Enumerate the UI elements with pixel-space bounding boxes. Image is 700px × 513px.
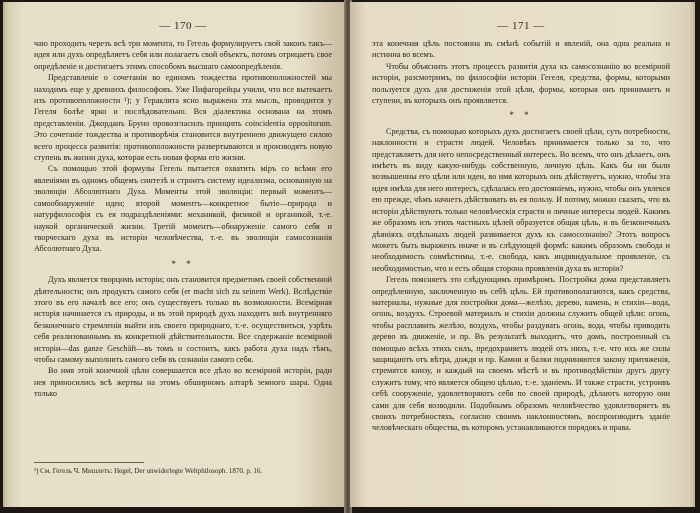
section-separator: * * — [509, 110, 533, 121]
page-body — [34, 38, 332, 400]
footnote-text: ¹) См. Гегель Ч. Мишлетъ: Hegel, Der unwiderlegte Weltphilosoph. 1870. p. 16. — [34, 467, 263, 475]
left-page — [8, 2, 346, 507]
paragraph: Средства, съ помощью которыхъ духъ достигаетъ своей цѣли, суть потребности, наклонности и страсти людей. Человѣкъ принимается только за то, что представляетъ для него непосредственный интересъ. Во всемъ, что онъ дѣлаетъ, онъ имѣетъ въ виду какую-нибудь собственную, личную цѣль. Какъ бы ни были возвышенны его цѣли или идеи, во имя которыхъ онъ дѣйствуетъ, нужно, чтобы эта идея имѣла для него интересъ, сдѣлалась его достояніемъ, нужно, чтобы онъ увлекся ею прежде, чѣмъ начнетъ дѣйствовать въ ея пользу. И потому, можно сказать, что въ исторіи дѣйствуютъ только человѣческія страсти и личные интересы людей. Какимъ же образомъ изъ этихъ частныхъ цѣлей образуется общая цѣль, и въ безконечныхъ дѣяніяхъ отдѣльныхъ людей развивается духъ къ самосознанію? Этотъ вопросъ можетъ быть выраженъ иначе и въ слѣдующей формѣ: какимъ образомъ свобода и необходимость совмѣстимы, т.-е. свобода, какъ индивидуальное проявленіе, съ необходимостью, что и есть общая сторона проявленія духа въ исторіи? — [372, 126, 670, 273]
paragraph: Во имя этой конечной цѣли совершается все дѣло во всемірной исторіи, ради нея приносились всѣ жертвы на этомъ обширномъ алтарѣ земного шара. Одна только — [34, 366, 332, 399]
page-body — [372, 38, 670, 434]
paragraph: Чтобы объяснить этотъ процессъ развитія духа къ самосознанію во всемірной исторіи, разсмотримъ, по философіи исторіи Гегеля, средства, формы, которыми пользуется духъ для достиженія этой цѣли, формы, которыя онъ принимаетъ и ступени, въ которыхъ онъ проявляется. — [372, 61, 670, 106]
page-number: — 171 — — [497, 20, 545, 32]
footnote — [34, 462, 263, 477]
paragraph: Гегель поясняетъ это слѣдующимъ примѣромъ. Постройка дома представляетъ опредѣленную, заключенную въ себѣ цѣль. Ей противополагаются, какъ средства, материалы, нужные для постройки дома—желѣзо, дерево, камень, и стихіи—вода, огонь, воздухъ. Строевой материалъ и стихіи должны служить общей цѣли: огонь, чтобы расплавить желѣзо, воздухъ, чтобы раздувать огонь, вода, чтобы приводить дерево въ движеніе, и пр. Въ результатѣ выходитъ, что домъ, построенный съ помощью всѣхъ этихъ силъ, предохраняетъ людей отъ нихъ, т.-е. что ихъ же силы защищаютъ отъ вѣтра, дождя и пр. Камни и балки подчиняются закону притяженія, стремятся книзу, и каждый на своемъ мѣстѣ и въ противодѣйствіи другъ другу служитъ тому, что является общею цѣлью, т.-е. зданіемъ. И также страсти, устроивъ себѣ сооруженіе, удовлетворяютъ себя по своей природѣ, дѣлаютъ которую они сами для себя возводили. Подобнымъ образомъ человѣчество удовлетворяетъ въ своихъ потребностяхъ, согласно своимъ наклонностямъ, воспроизводитъ зданіе человѣческаго общества, въ которомъ устанавливаются порядокъ и права. — [372, 275, 670, 433]
paragraph: Духъ является творцомъ исторіи; онъ становится предметомъ своей собственной дѣятельности; онъ продуктъ самого себя (er macht sich zu seinem Werk). Вслѣдствіе этого въ его началѣ все его; онъ существуетъ только въ возможности. Всемірная исторія начинается съ природы, и въ этой природѣ духъ находитъ внѣ внутренняго безконечнаго стремленія выйти изъ своего природнаго, т.-е. осуществиться, узрѣть себя реализованнымъ въ конкретной дѣйствительности. Все содержаніе всемірной исторіи—das ganze Geschäft—въ томъ и состоитъ, какъ работа духа надъ тѣмъ, чтобы самому выполнить самого себя въ сознаніи самого себя. — [34, 275, 332, 364]
paragraph: эта конечная цѣль постоянна въ смѣнѣ событій и явленій, она одна реальна и истинна во всемъ. — [372, 39, 670, 60]
paragraph: Съ помощью этой формулы Гегель пытается охватить міръ со всѣми его явленіями въ одномъ общемъ синтезѣ и строитъ систему идеализма, основанную на эволюціи Абсолютнаго Духа. Моменты этой эволюціи: первый моментъ—самообнаруженіе идеи; второй моментъ—конкретное бытіе—природа и натурфилософія съ ея подраздѣленіями: механикой, физикой и органикой, т.-е. наукой органической жизни. Третій моментъ—обнаруженіе самого себя и творческаго духа въ исторіи человѣчества, т.-е. въ эволюціи самосознанія Абсолютнаго Духа. — [34, 164, 332, 254]
page-number: — 170 — — [159, 20, 207, 32]
section-separator: * * — [171, 258, 195, 269]
paragraph: Представленіе о сочетаніи во единомъ тождества противоположностей мы находимъ еще у древнихъ философовъ. Уже Пифагорейцы учили, что все вытекаетъ изъ противоположности ¹); у Гераклита ясно выражена эта мысль, проводится у Гегеля болѣе ярко и послѣдовательно. Вся діалектика основана на этомъ представленіи. Джорданъ Бруно провозгласилъ принципъ coincidentia oppositorum. Это сочетаніе тождества и противорѣчія становится внутреннею движущею силою всего процесса развитія: противоположности развертываются и производятъ новую ступень въ жизни духа, которая есть новая форма его жизни. — [34, 73, 332, 163]
paragraph: чаю проходить черезъ всѣ три момента, то Гегель формулируетъ свой законъ такъ—идея или духъ опредѣляетъ себя или полагаетъ свой объектъ, потомъ отрицаетъ свое опредѣленіе и достигаетъ этимъ способомъ высшаго самоопредѣленія. — [34, 39, 332, 71]
right-page — [350, 2, 690, 507]
